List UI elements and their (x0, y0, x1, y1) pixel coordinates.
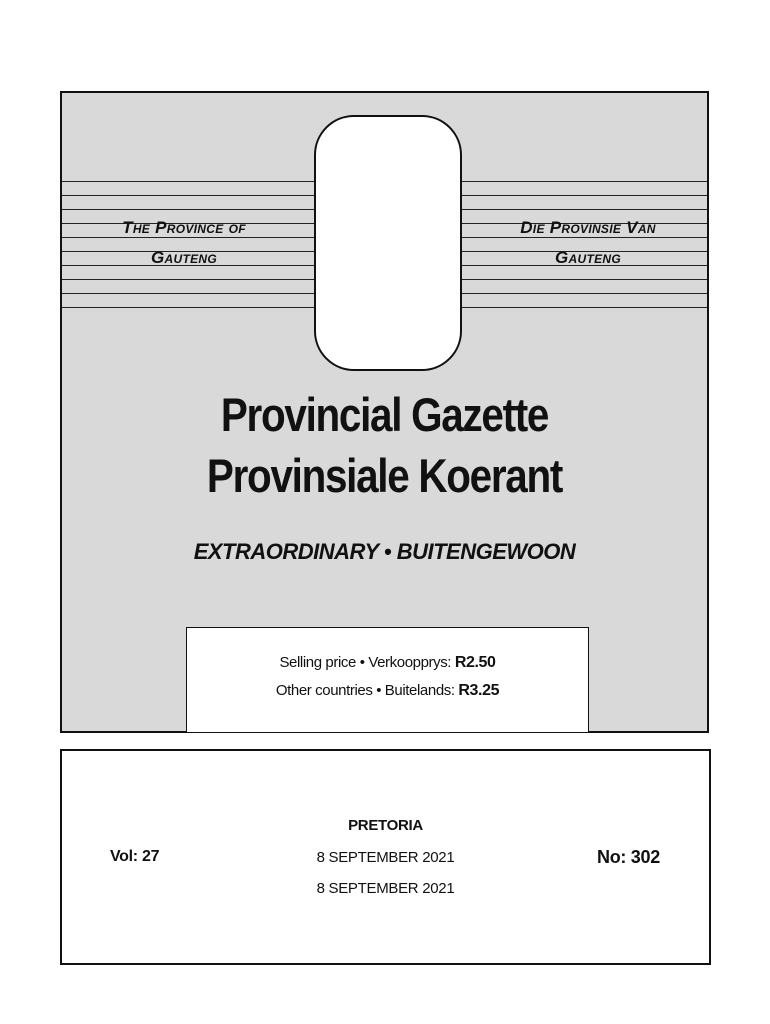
issue-date-afrikaans: 8 SEPTEMBER 2021 (316, 880, 455, 897)
price-local-value: R2.50 (454, 654, 496, 671)
price-line-foreign (187, 682, 588, 700)
province-afrikaans-line1: Die Provinsie Van (520, 218, 656, 237)
coat-of-arms-frame (314, 115, 462, 371)
volume-number: Vol: 27 (110, 848, 160, 865)
price-line-local (187, 654, 588, 672)
price-local-label: Selling price • Verkoopprys: (279, 654, 455, 671)
province-name-english (64, 213, 304, 273)
province-english-line2: Gauteng (151, 248, 217, 267)
price-foreign-label: Other countries • Buitelands: (275, 682, 459, 699)
publication-city: PRETORIA (348, 817, 423, 834)
province-name-afrikaans (468, 213, 708, 273)
gazette-cover (60, 91, 709, 733)
title-afrikaans: Provinsiale Koerant (206, 449, 563, 502)
province-english-line1: The Province of (122, 218, 246, 237)
title-english: Provincial Gazette (220, 388, 549, 441)
price-box (186, 627, 589, 733)
issue-number: No: 302 (597, 847, 660, 867)
issue-date-english: 8 SEPTEMBER 2021 (316, 849, 455, 866)
issue-info-box (60, 749, 711, 965)
price-foreign-value: R3.25 (458, 682, 500, 699)
edition-subtitle: EXTRAORDINARY • BUITENGEWOON (193, 539, 576, 564)
province-afrikaans-line2: Gauteng (555, 248, 621, 267)
